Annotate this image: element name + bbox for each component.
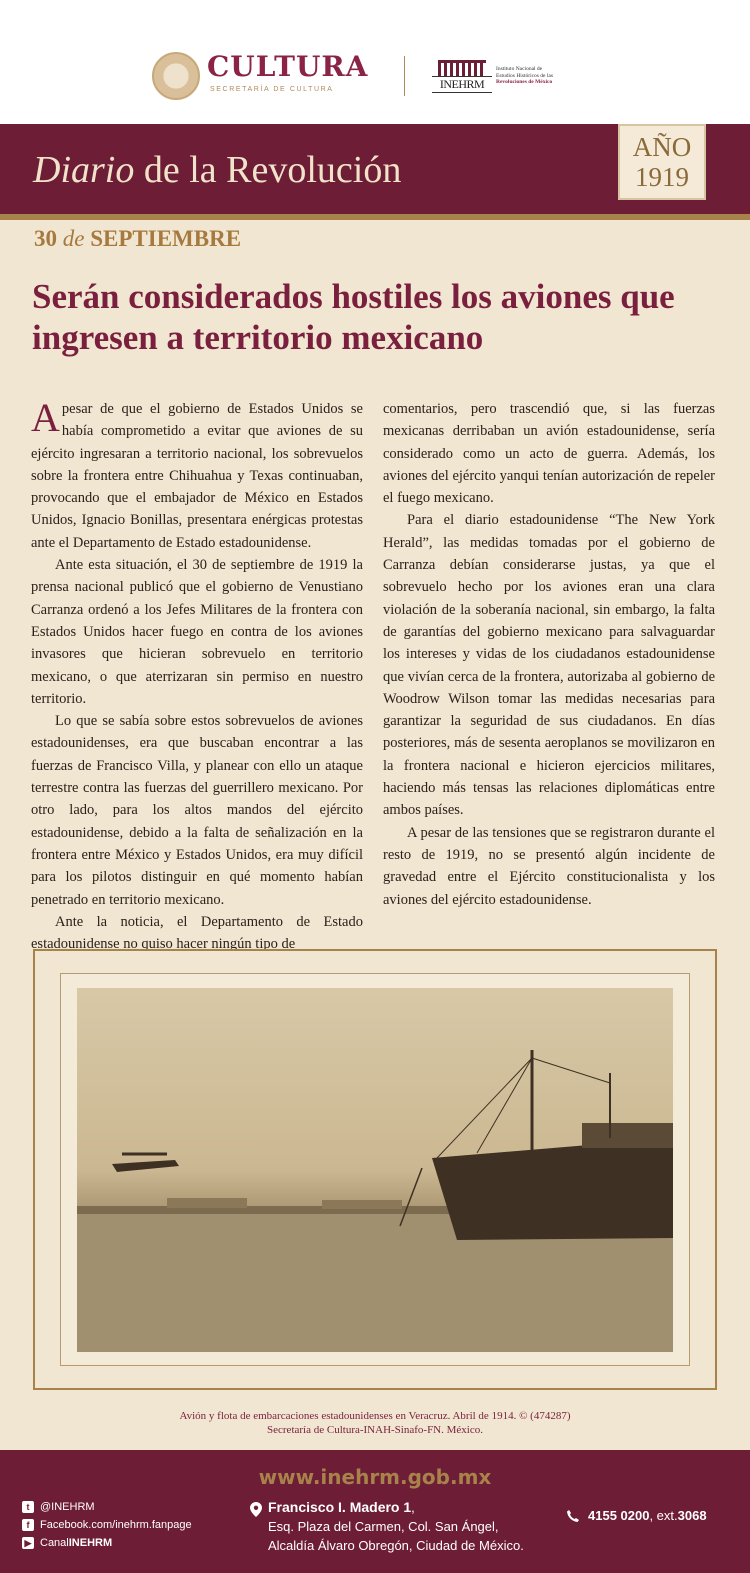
phone-icon xyxy=(566,1509,580,1523)
publication-title-rest: de la Revolución xyxy=(134,149,402,191)
address-street: Francisco I. Madero 1 xyxy=(268,1499,412,1515)
youtube-prefix: Canal xyxy=(40,1537,69,1549)
banner-gold-stripe xyxy=(0,214,750,220)
inehrm-name-line1: Instituto Nacional de xyxy=(496,66,543,72)
paragraph-4-continued: comentarios, pero trascendió que, si las fuerzas mexicanas derribaban un avión estadounidense, sería considerado como un acto de guerra. Además, los aviones del ejército yanqui tenían autorización de repeler el fuego mexicano. xyxy=(383,401,715,507)
logo-header xyxy=(0,0,750,124)
inehrm-logo xyxy=(432,58,492,92)
publication-title-italic: Diario xyxy=(33,149,135,191)
photo-caption xyxy=(0,1409,750,1437)
inehrm-name-line3: Revoluciones de México xyxy=(496,79,553,85)
airplane-body xyxy=(112,1160,179,1172)
paragraph-5: Para el diario estadounidense “The New York Herald”, las medidas tomadas por el gobierno de Carranza debían considerarse justas, ya que el sobrevuelo hecho por los aviones eran una clara violación de la soberanía nacional, sin embargo, la falta de garantías del gobierno mexicano para salvaguardar los intereses y vidas de los ciudadanos estadounidense que vivían cerca de la frontera, autorizaba al gobierno de Woodrow Wilson tomar las medidas necesarias para garantizar la seguridad de sus ciudadanos. En días posteriores, más de sesenta aeroplanos se movilizaron en la frontera nacional e hicieron ejercicios militares, haciendo más tensas las relaciones diplomáticas entre ambos países. xyxy=(383,512,715,819)
article-date xyxy=(34,226,241,252)
drop-cap: A xyxy=(31,395,60,440)
facebook-url: Facebook.com/inehrm.fanpage xyxy=(40,1519,192,1531)
youtube-channel: INEHRM xyxy=(68,1537,113,1549)
paragraph-1-text: pesar de que el gobierno de Estados Unidos se había comprometido a evitar que aviones de su ejército ingresaran a territorio nacional, los sobrevuelos sobre la frontera entre Chihuahua y Texas continuaban, provocando que el embajador de México en Estados Unidos, Ignacio Bonillas, presentara enérgicas protestas ante el Departamento de Estado estadounidense. xyxy=(31,401,363,551)
year-label: AÑO xyxy=(632,132,692,162)
social-links xyxy=(22,1498,192,1552)
ship-rigging-3 xyxy=(477,1058,532,1153)
address-street-line xyxy=(268,1498,524,1517)
building-icon xyxy=(438,60,486,76)
mexico-seal-icon xyxy=(152,52,200,100)
twitter-link[interactable] xyxy=(22,1498,192,1516)
year-badge xyxy=(618,124,706,200)
phone-ext-label: , ext. xyxy=(649,1508,678,1523)
distant-ship-2 xyxy=(322,1200,402,1209)
phone-ext: 3068 xyxy=(677,1508,707,1523)
publication-title xyxy=(33,148,401,192)
ship-deckhouse xyxy=(582,1123,673,1148)
facebook-link[interactable] xyxy=(22,1516,192,1534)
youtube-link[interactable] xyxy=(22,1534,192,1552)
photo-caption-line2: Secretaría de Cultura-INAH-Sinafo-FN. México. xyxy=(267,1424,483,1436)
inehrm-name-line2: Estudios Históricos de las xyxy=(496,72,553,79)
address-line-3: Alcaldía Álvaro Obregón, Ciudad de México. xyxy=(268,1538,524,1553)
phone-main: 4155 0200 xyxy=(588,1508,650,1523)
ship-and-airplane-illustration xyxy=(77,988,673,1352)
youtube-icon: ▶ xyxy=(22,1537,34,1549)
paragraph-4-start: Ante la noticia, el Departamento de Estado estadounidense no quiso hacer ningún tipo de xyxy=(31,913,363,953)
ship-hull xyxy=(432,1138,673,1240)
ship-rigging-2 xyxy=(532,1058,610,1083)
article-column-left xyxy=(31,395,363,955)
twitter-icon: t xyxy=(22,1501,34,1513)
inehrm-full-name xyxy=(496,66,576,86)
logo-divider xyxy=(404,56,405,96)
article-headline: Serán considerados hostiles los aviones que ingresen a territorio mexicano xyxy=(32,277,675,357)
twitter-handle: @INEHRM xyxy=(40,1501,95,1513)
paragraph-2: Ante esta situación, el 30 de septiembre de 1919 la prensa nacional publicó que el gobierno de Venustiano Carranza ordenó a los Jefes Militares de la frontera con Estados Unidos hacer fuego en contra de los aviones invasores que hicieran sobrevuelo en territorio mexicano, o que aterrizaran sin permiso en nuestro territorio. xyxy=(31,557,363,707)
address-comma: , xyxy=(411,1500,415,1515)
paragraph-6: A pesar de las tensiones que se registraron durante el resto de 1919, no se presentó algún incidente de gravedad entre el Ejército constitucionalista y los aviones del ejército estadounidense. xyxy=(383,824,715,908)
date-month: SEPTIEMBRE xyxy=(90,226,242,251)
distant-ship-1 xyxy=(167,1198,247,1208)
ship-rigging-1 xyxy=(437,1058,532,1158)
date-connector: de xyxy=(57,226,91,251)
inehrm-acronym: INEHRM xyxy=(432,76,492,93)
cultura-logo-subtitle: SECRETARÍA DE CULTURA xyxy=(210,86,334,93)
facebook-icon: f xyxy=(22,1519,34,1531)
year-value: 1919 xyxy=(635,162,689,192)
cultura-logo-title: CULTURA xyxy=(207,50,369,83)
photo-caption-line1: Avión y flota de embarcaciones estadounidenses en Veracruz. Abril de 1914. © (474287) xyxy=(179,1410,571,1422)
paragraph-1 xyxy=(31,395,363,554)
address-line-2: Esq. Plaza del Carmen, Col. San Ángel, xyxy=(268,1519,499,1534)
paragraph-3: Lo que se sabía sobre estos sobrevuelos de aviones estadounidenses, era que buscaban encontrar a las fuerzas de Francisco Villa, y planear con ello un ataque terrestre contra las fuerzas del guerrillero mexicano. Por otro lado, para los altos mandos del ejército estadounidense, debido a la falta de señalización en la frontera entre México y Estados Unidos, era muy difícil para los pilotos distinguir en qué momento habían penetrado en territorio mexicano. xyxy=(31,713,363,908)
website-link[interactable]: www.inehrm.gob.mx xyxy=(258,1465,492,1489)
address-block xyxy=(250,1498,524,1555)
date-day: 30 xyxy=(34,226,57,251)
article-column-right xyxy=(383,398,715,911)
phone-number[interactable] xyxy=(566,1508,707,1523)
historical-photo xyxy=(77,988,673,1352)
